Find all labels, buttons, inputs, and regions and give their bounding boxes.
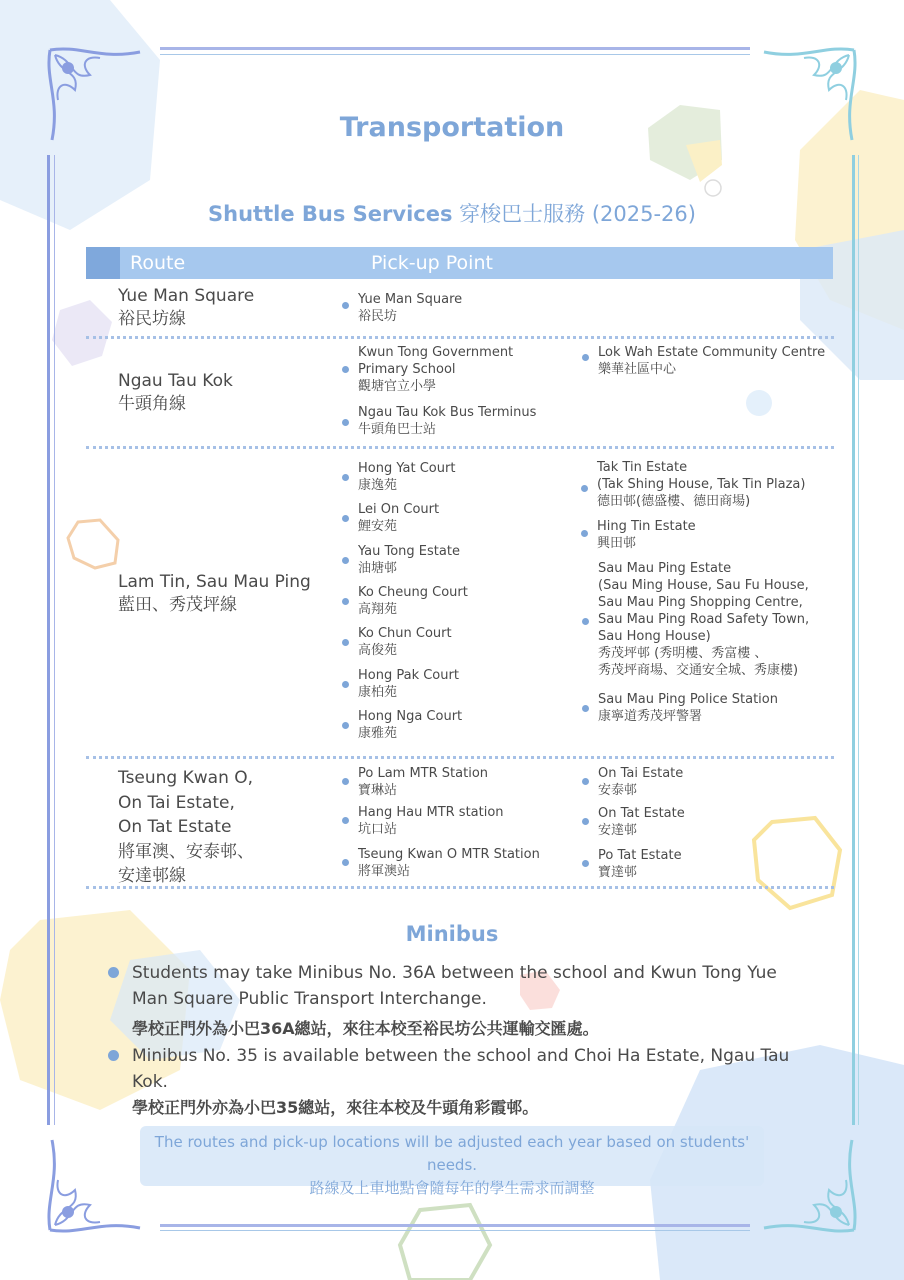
frame-right-line: [852, 155, 855, 1125]
route-name: [118, 285, 254, 331]
pickup-en: (Tak Shing House, Tak Tin Plaza): [597, 477, 806, 492]
route-name-en: Yue Man Square: [118, 286, 255, 306]
route-name-en: On Tai Estate,: [118, 792, 235, 813]
bullet-dot: [582, 818, 589, 825]
pickup-point: [581, 518, 696, 552]
minibus-heading: Minibus: [405, 922, 499, 946]
corner-ornament-bottom-left: [40, 1130, 150, 1240]
bullet-dot: [581, 485, 588, 492]
route-name-en: On Tat Estate: [118, 817, 232, 837]
bullet-dot: [342, 817, 349, 824]
pickup-point: [342, 291, 462, 325]
pickup-zh: 觀塘官立小學: [358, 379, 437, 394]
pickup-en: Lei On Court: [358, 502, 440, 517]
pickup-zh: 寶達邨: [598, 865, 638, 880]
route-name-zh: 裕民坊線: [118, 309, 186, 329]
pickup-point: [582, 344, 825, 378]
page-subtitle: [0, 198, 904, 228]
frame-bottom-line-inner: [160, 1230, 750, 1231]
pickup-en: Lok Wah Estate Community Centre: [598, 345, 826, 360]
bullet-dot: [342, 778, 349, 785]
route-name: [118, 766, 254, 889]
bullet-dot: [582, 354, 589, 361]
row-divider: [86, 886, 834, 889]
pickup-en: Ko Cheung Court: [358, 585, 468, 600]
note-zh: 路線及上車地點會隨每年的學生需求而調整: [309, 1179, 595, 1197]
pickup-zh: 安達邨: [598, 823, 638, 838]
pickup-point: [342, 584, 468, 618]
pickup-zh: 寶琳站: [358, 783, 398, 798]
pickup-zh: 鯉安苑: [358, 519, 398, 534]
pickup-zh: 將軍澳站: [358, 864, 411, 879]
route-name-en: Ngau Tau Kok: [118, 371, 233, 391]
pickup-en: Ko Chun Court: [358, 626, 452, 641]
pickup-en: Po Lam MTR Station: [358, 766, 489, 781]
bullet-dot: [342, 722, 349, 729]
pickup-point: [342, 846, 540, 880]
pickup-zh: 油塘邨: [358, 561, 398, 576]
header-pickup: Pick-up Point: [371, 252, 493, 274]
page-title: Transportation: [339, 112, 565, 143]
pickup-en: Sau Mau Ping Estate: [598, 561, 732, 576]
frame-left-line-inner: [54, 155, 55, 1125]
pickup-point: [342, 344, 513, 395]
adjustment-note: [140, 1126, 764, 1197]
minibus-item-en: Students may take Minibus No. 36A between the school and Kwun Tong Yue Man Square Public Transport Interchange.: [132, 963, 777, 1009]
bullet-dot: [108, 1050, 119, 1061]
bullet-dot: [582, 860, 589, 867]
minibus-item-zh: 學校正門外為小巴36A總站，來往本校至裕民坊公共運輸交匯處。: [132, 1019, 599, 1038]
pickup-en: Hong Yat Court: [358, 461, 456, 476]
pickup-point: [342, 765, 488, 799]
frame-right-line-inner: [858, 155, 859, 1125]
pickup-en: Tseung Kwan O MTR Station: [358, 847, 540, 862]
bullet-dot: [342, 598, 349, 605]
pickup-zh: 安泰邨: [598, 783, 638, 798]
pickup-en: Hang Hau MTR station: [358, 805, 504, 820]
header-tab-stub: [86, 247, 120, 279]
pickup-point: [342, 460, 455, 494]
pickup-en: Sau Mau Ping Police Station: [598, 692, 778, 707]
bullet-dot: [342, 366, 349, 373]
pickup-zh: 秀茂坪商場、交通安全城、秀康樓): [598, 663, 799, 678]
pickup-en: On Tai Estate: [598, 766, 684, 781]
bullet-dot: [342, 557, 349, 564]
route-name-zh: 藍田、秀茂坪線: [118, 595, 237, 615]
pickup-en: Kwun Tong Government: [358, 345, 514, 360]
pickup-en: Tak Tin Estate: [597, 460, 688, 475]
frame-top-line: [160, 47, 750, 50]
pickup-en: Hong Pak Court: [358, 668, 459, 683]
bullet-dot: [342, 859, 349, 866]
bullet-dot: [582, 618, 589, 625]
frame-bottom-line: [160, 1224, 750, 1227]
pickup-zh: 康寧道秀茂坪警署: [598, 709, 703, 724]
route-name-zh: 安達邨線: [118, 866, 186, 886]
pickup-point: [342, 501, 439, 535]
minibus-item-zh: 學校正門外亦為小巴35總站，來往本校及牛頭角彩霞邨。: [132, 1098, 539, 1117]
bullet-dot: [581, 530, 588, 537]
pickup-point: [582, 560, 809, 679]
pickup-en: Yue Man Square: [358, 292, 463, 307]
pickup-en: Sau Mau Ping Shopping Centre,: [598, 595, 803, 610]
bullet-dot: [582, 705, 589, 712]
route-name: [118, 370, 233, 416]
pickup-zh: 坑口站: [358, 822, 398, 837]
pickup-en: Primary School: [358, 362, 456, 377]
minibus-item: [132, 1043, 812, 1121]
pickup-zh: 康逸苑: [358, 478, 398, 493]
row-divider: [86, 756, 834, 759]
pickup-zh: 康雅苑: [358, 726, 398, 741]
subtitle-chinese: 穿梭巴士服務 (2025-26): [459, 202, 696, 226]
pickup-en: (Sau Ming House, Sau Fu House,: [598, 578, 809, 593]
bullet-dot: [582, 778, 589, 785]
route-name: [118, 571, 311, 617]
note-en: The routes and pick-up locations will be adjusted each year based on students' needs.: [154, 1133, 750, 1174]
pickup-zh: 樂華社區中心: [598, 362, 677, 377]
pickup-zh: 裕民坊: [358, 309, 398, 324]
frame-left-line: [47, 155, 50, 1125]
pickup-zh: 牛頭角巴士站: [358, 422, 437, 437]
pickup-en: Sau Hong House): [598, 629, 711, 644]
pickup-point: [342, 667, 459, 701]
corner-ornament-bottom-right: [754, 1130, 864, 1240]
pickup-en: Yau Tong Estate: [358, 544, 460, 559]
bullet-dot: [342, 681, 349, 688]
minibus-item: [132, 960, 812, 1042]
pickup-point: [342, 708, 462, 742]
pickup-zh: 康柏苑: [358, 685, 398, 700]
pickup-zh: 高翔苑: [358, 602, 398, 617]
table-header: [86, 247, 833, 279]
header-route: Route: [130, 252, 186, 274]
pickup-en: Hing Tin Estate: [597, 519, 696, 534]
minibus-item-en: Minibus No. 35 is available between the school and Choi Ha Estate, Ngau Tau Kok.: [132, 1046, 790, 1092]
route-name-en: Tseung Kwan O,: [118, 768, 254, 788]
pickup-en: On Tat Estate: [598, 806, 685, 821]
pickup-point: [581, 459, 805, 510]
pickup-en: Hong Nga Court: [358, 709, 463, 724]
route-name-zh: 牛頭角線: [118, 394, 186, 414]
bullet-dot: [342, 474, 349, 481]
pickup-en: Po Tat Estate: [598, 848, 682, 863]
bullet-dot: [342, 419, 349, 426]
pickup-point: [342, 404, 536, 438]
pickup-en: Sau Mau Ping Road Safety Town,: [598, 612, 810, 627]
pickup-zh: 高俊苑: [358, 643, 398, 658]
pickup-point: [582, 805, 685, 839]
pickup-point: [342, 543, 460, 577]
route-name-en: Lam Tin, Sau Mau Ping: [118, 572, 311, 592]
bullet-dot: [342, 515, 349, 522]
pickup-zh: 興田邨: [597, 536, 637, 551]
row-divider: [86, 446, 834, 449]
frame-top-line-inner: [160, 54, 750, 55]
subtitle-english: Shuttle Bus Services: [208, 202, 453, 226]
pickup-point: [582, 765, 683, 799]
pickup-en: Ngau Tau Kok Bus Terminus: [358, 405, 537, 420]
route-name-zh: 將軍澳、安泰邨、: [118, 841, 254, 862]
pickup-point: [582, 691, 778, 725]
pickup-point: [342, 804, 504, 838]
pickup-zh: 秀茂坪邨 (秀明樓、秀富樓 、: [598, 646, 768, 661]
pickup-point: [342, 625, 452, 659]
bullet-dot: [342, 302, 349, 309]
bullet-dot: [108, 967, 119, 978]
bullet-dot: [342, 639, 349, 646]
pickup-zh: 德田邨(德盛樓、德田商場): [597, 494, 751, 509]
pickup-point: [582, 847, 682, 881]
row-divider: [86, 336, 834, 339]
